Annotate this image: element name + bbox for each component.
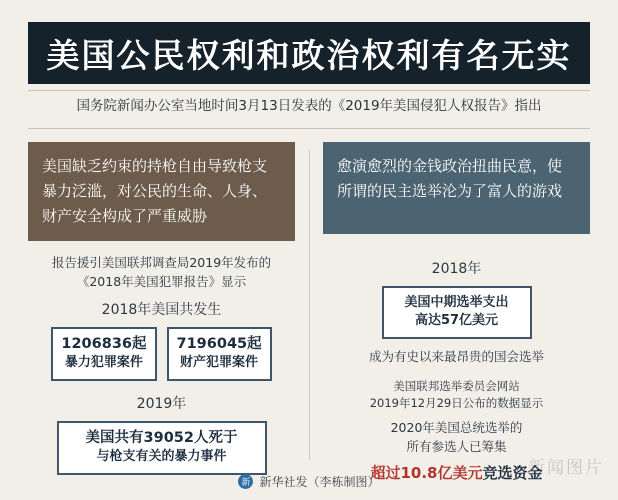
left-source-line-1: 报告援引美国联邦调查局2019年发布的 [51, 255, 272, 270]
right-note-expensive: 成为有史以来最昂贵的国会选举 [368, 349, 544, 364]
left-stat-row-2018 [28, 327, 295, 381]
subtitle: 国务院新闻办公室当地时间3月13日发表的《2019年美国侵犯人权报告》指出 [76, 98, 542, 114]
stat-midterm-spending [382, 286, 532, 339]
left-source-line-2: 《2018年美国犯罪报告》显示 [76, 274, 247, 289]
left-year-2019: 2019年 [136, 396, 187, 412]
right-fund-amount: 超过10.8亿美元 [370, 464, 483, 482]
stat-violent-crime-label: 暴力犯罪案件 [64, 355, 143, 370]
stat-property-crime [167, 327, 272, 381]
stat-gun-deaths-label: 与枪支有关的暴力事件 [96, 449, 227, 464]
stat-midterm-spending-amount: 高达57亿美元 [414, 313, 499, 328]
right-year-2018: 2018年 [431, 261, 482, 277]
xinhua-badge-icon: 新 [238, 474, 253, 489]
page-title: 美国公民权利和政治权利有名无实 [46, 35, 572, 75]
stat-midterm-spending-value: 美国中期选举支出 [404, 295, 509, 310]
left-column [28, 142, 309, 462]
footer [0, 473, 618, 490]
stat-violent-crime-value: 1206836起 [61, 336, 147, 352]
stat-property-crime-value: 7196045起 [176, 336, 262, 352]
footer-credit: 新华社发（李栋制图） [259, 475, 380, 489]
divider-bottom [28, 128, 590, 129]
right-fund-line-2: 所有参选人已筹集 [406, 439, 507, 454]
title-bar [28, 22, 590, 84]
stat-gun-deaths-value: 美国共有39052人死于 [85, 430, 238, 446]
right-fund-line-1: 2020年美国总统选举的 [390, 420, 523, 435]
right-source-line-1: 美国联邦选举委员会网站 [393, 379, 520, 393]
stat-gun-deaths [57, 421, 267, 475]
right-lead-text: 愈演愈烈的金钱政治扭曲民意，使所谓的民主选举沦为了富人的游戏 [323, 142, 590, 234]
left-lead-text: 美国缺乏约束的持枪自由导致枪支暴力泛滥，对公民的生命、人身、财产安全构成了严重威胁 [28, 142, 295, 241]
stat-property-crime-label: 财产犯罪案件 [180, 355, 259, 370]
left-year-2018: 2018年美国共发生 [101, 302, 222, 318]
watermark: 新闻图片 [528, 458, 604, 478]
divider-top [28, 90, 590, 91]
right-fund-amount-suffix: 竞选资金 [482, 464, 543, 482]
stat-violent-crime [51, 327, 156, 381]
right-source-line-2: 2019年12月29日公布的数据显示 [369, 396, 544, 410]
